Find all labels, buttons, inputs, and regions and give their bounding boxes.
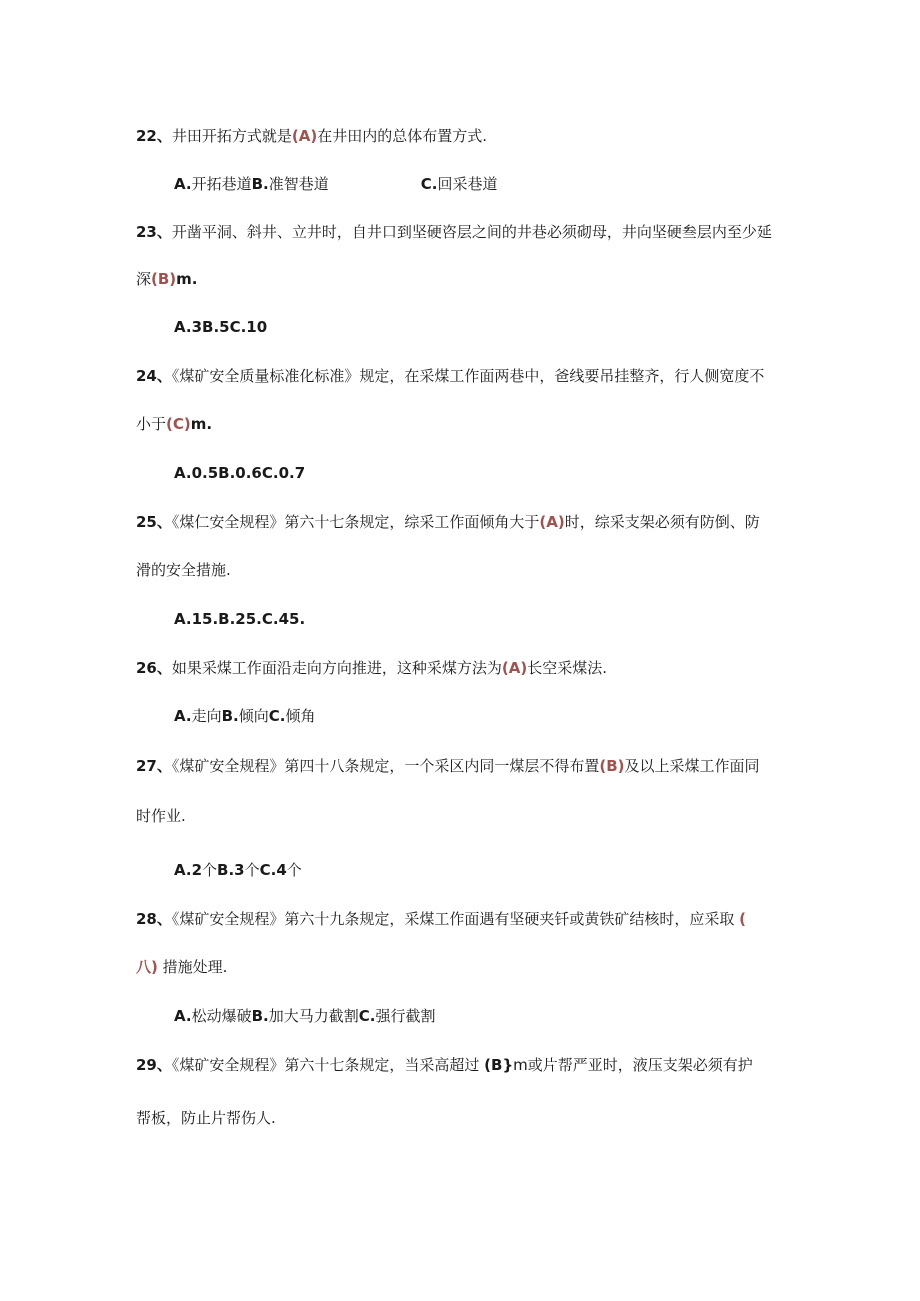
answer-mark: (A) [539,513,565,531]
question-text: 在井田内的总体布置方式. [317,127,487,145]
question-29-cont: 帮板，防止片帮伤人. [136,1109,276,1127]
option-b-text: 加大马力截割 [268,1007,359,1025]
question-number: 24、 [136,367,172,385]
question-text: 及以上采煤工作面同 [624,757,760,775]
question-text: 《煤矿安全质量标准化标准》规定，在采煤工作面两巷中，爸线要吊挂整齐，行人侧宽度不 [171,367,765,385]
option-c-text: 强行截割 [375,1007,436,1025]
option-b-text: 倾向 [238,707,269,725]
option-a-text: 个 [202,861,218,879]
question-text: m或片帮严亚时，液压支架必须有护 [513,1056,753,1074]
question-text: 《煤矿安全规程》第六十九条规定，采煤工作面遇有坚硬夹钎或黄铁矿结核时，应采取 [171,910,735,928]
option-a-letter: A. [174,707,192,725]
option-c-letter: C. [268,707,286,725]
option-a-text: 松动爆破 [191,1007,252,1025]
option-c-text: 个 [286,861,302,879]
option-b-letter: B. [251,175,269,193]
options-25: A.15.B.25.C.45. [174,610,306,628]
option-b-text: 准智巷道 [268,175,329,193]
option-a-letter: A. [174,1007,192,1025]
question-text: 长空采煤法. [527,659,607,677]
answer-mark: 八) [136,958,158,976]
option-c-letter: C. [420,175,438,193]
option-b-letter: B.3 [217,861,245,879]
question-unit: m. [176,270,198,288]
question-number: 22、 [136,127,172,145]
option-a-letter: A. [174,175,192,193]
question-text: 开凿平洞、斜井、立井时，自井口到坚硬咨层之间的井巷必须砌母，井向坚硬叁层内至少延 [171,223,772,241]
question-27-cont: 时作业. [136,807,186,825]
options-24: A.0.5B.0.6C.0.7 [174,464,306,482]
option-a-text: 走向 [191,707,222,725]
question-26 [136,658,607,678]
question-text: 如果采煤工作面沿走向方向推进，这种采煤方法为 [171,659,502,677]
question-text: 小于 [136,415,167,433]
question-23-cont [136,269,198,289]
question-text: 深 [136,270,152,288]
option-b-letter: B. [221,707,239,725]
answer-mark: (A) [501,659,528,677]
question-number: 23、 [136,223,172,241]
answer-mark: (B) [151,270,177,288]
question-29 [136,1055,753,1075]
question-text: 措施处理. [162,958,228,976]
answer-open-paren: ( [739,910,747,928]
options-22 [174,174,498,194]
question-unit: m. [190,415,213,433]
options-23: A.3B.5C.10 [174,318,268,336]
options-28 [174,1006,436,1026]
option-c-text: 倾角 [285,707,316,725]
option-c-letter: C.4 [259,861,287,879]
option-c-text: 回采巷道 [437,175,498,193]
question-text: 时，综采支架必须有防倒、防 [564,513,760,531]
answer-mark: (B) [599,757,625,775]
question-28 [136,909,746,929]
question-number: 26、 [136,659,172,677]
question-text: 井田开拓方式就是 [171,127,292,145]
option-b-letter: B. [251,1007,269,1025]
question-text: 《煤矿安全规程》第六十七条规定，当采高超过 [171,1056,480,1074]
option-c-letter: C. [358,1007,376,1025]
question-22 [136,126,487,146]
option-b-text: 个 [244,861,260,879]
option-a-text: 开拓巷道 [191,175,252,193]
question-23 [136,222,772,242]
question-24 [136,366,764,386]
question-number: 28、 [136,910,172,928]
answer-mark: (B} [484,1056,514,1074]
option-a-letter: A.2 [174,861,203,879]
question-24-cont [136,414,212,434]
question-number: 29、 [136,1056,172,1074]
question-number: 27、 [136,757,172,775]
question-28-cont [136,957,227,977]
question-27 [136,756,760,776]
question-text: 《煤矿安全规程》第四十八条规定，一个采区内同一煤层不得布置 [171,757,600,775]
answer-mark: (A) [291,127,318,145]
question-number: 25、 [136,513,172,531]
options-26 [174,706,316,726]
question-25 [136,512,760,532]
question-text: 《煤仁安全规程》第六十七条规定，综采工作面倾角大于 [171,513,540,531]
options-27 [174,860,302,880]
question-25-cont: 滑的安全措施. [136,561,231,579]
answer-mark: (C) [166,415,191,433]
